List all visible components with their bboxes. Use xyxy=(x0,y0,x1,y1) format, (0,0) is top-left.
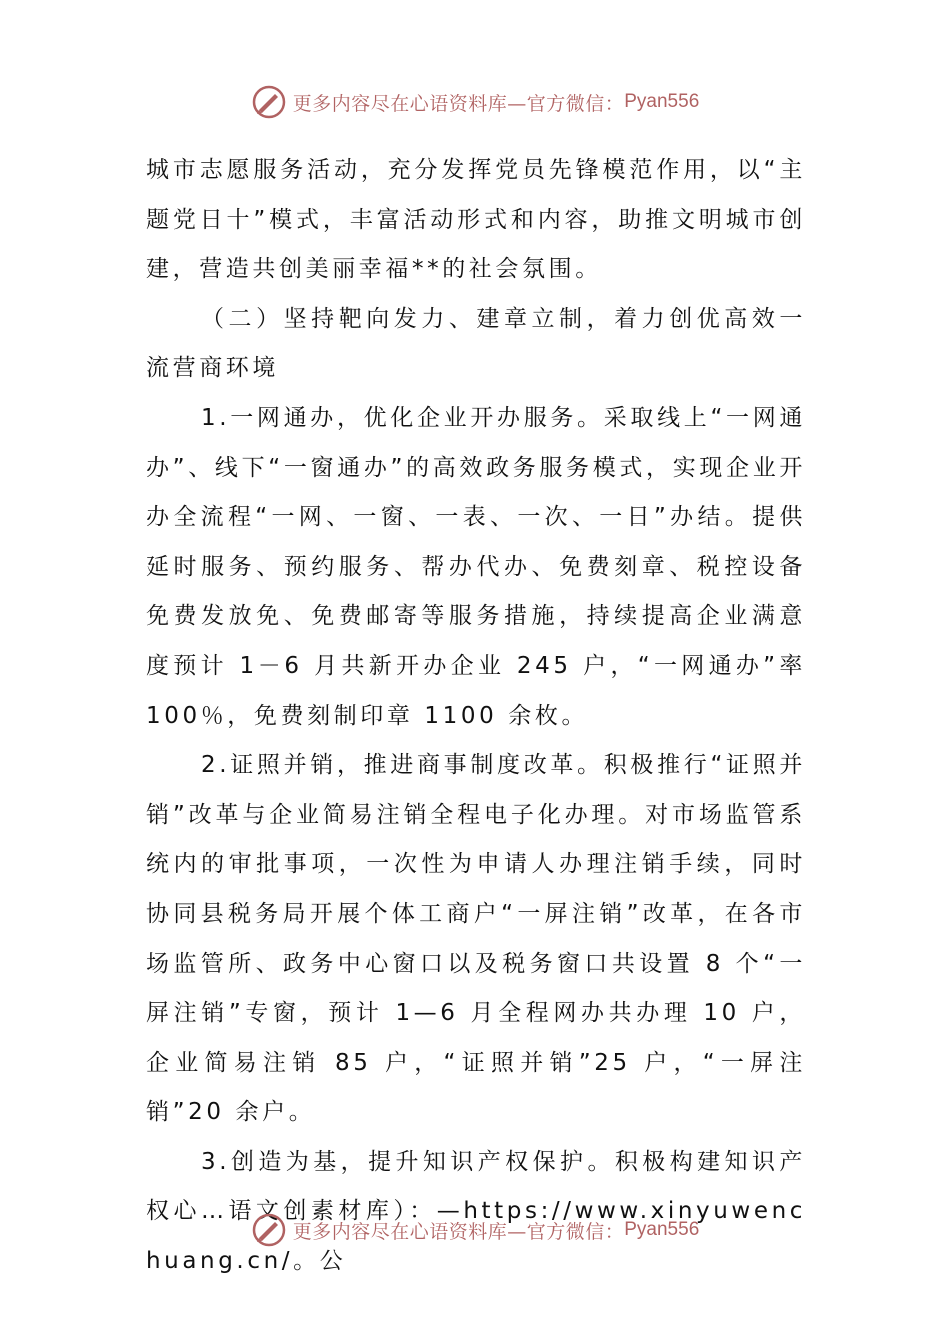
paragraph: 城市志愿服务活动，充分发挥党员先锋模范作用，以“主题党日十”模式，丰富活动形式和内容，助推文明城市创建，营造共创美丽幸福**的社会氛围。 xyxy=(146,157,806,283)
banner-wechat-id: Pyan556 xyxy=(624,1219,700,1240)
pen-logo-icon xyxy=(251,84,287,120)
banner-text: 更多内容尽在心语资料库—官方微信： xyxy=(292,92,625,115)
document-body xyxy=(146,146,806,1287)
paragraph: 1.一网通办，优化企业开办服务。采取线上“一网通办”、线下“一窗通办”的高效政务服务模式，实现企业开办全流程“一网、一窗、一表、一次、一日”办结。提供延时服务、预约服务、帮办代办、免费刻章、税控设备免费发放免、免费邮寄等服务措施，持续提高企业满意度预计 1－6 月共新开办企业 245 户，“一网通办”率100％，免费刻制印章 1100 余枚。 xyxy=(146,404,806,729)
banner-text: 更多内容尽在心语资料库—官方微信： xyxy=(292,1220,625,1243)
paragraph: 3.创造为基，提升知识产权保护。积极构建知识产权心…语文创素材库）：—https://www.xinyuwenchuang.cn/。公 xyxy=(146,1148,806,1275)
section-heading: （二）坚持靶向发力、建章立制，着力创优高效一流营商环境 xyxy=(146,305,806,382)
banner-wechat-id: Pyan556 xyxy=(624,91,700,112)
pen-logo-icon xyxy=(251,1212,287,1248)
paragraph: 2.证照并销，推进商事制度改革。积极推行“证照并销”改革与企业简易注销全程电子化办理。对市场监管系统内的审批事项，一次性为申请人办理注销手续，同时协同县税务局开展个体工商户“一屏注销”改革，在各市场监管所、政务中心窗口以及税务窗口共设置 8 个“一屏注销”专窗，预计 1—6 月全程网办共办理 10 户，企业简易注销 85 户，“证照并销”25 户，“一屏注销”20 余户。 xyxy=(146,752,806,1126)
header-banner xyxy=(0,82,950,122)
footer-banner xyxy=(0,1210,950,1250)
